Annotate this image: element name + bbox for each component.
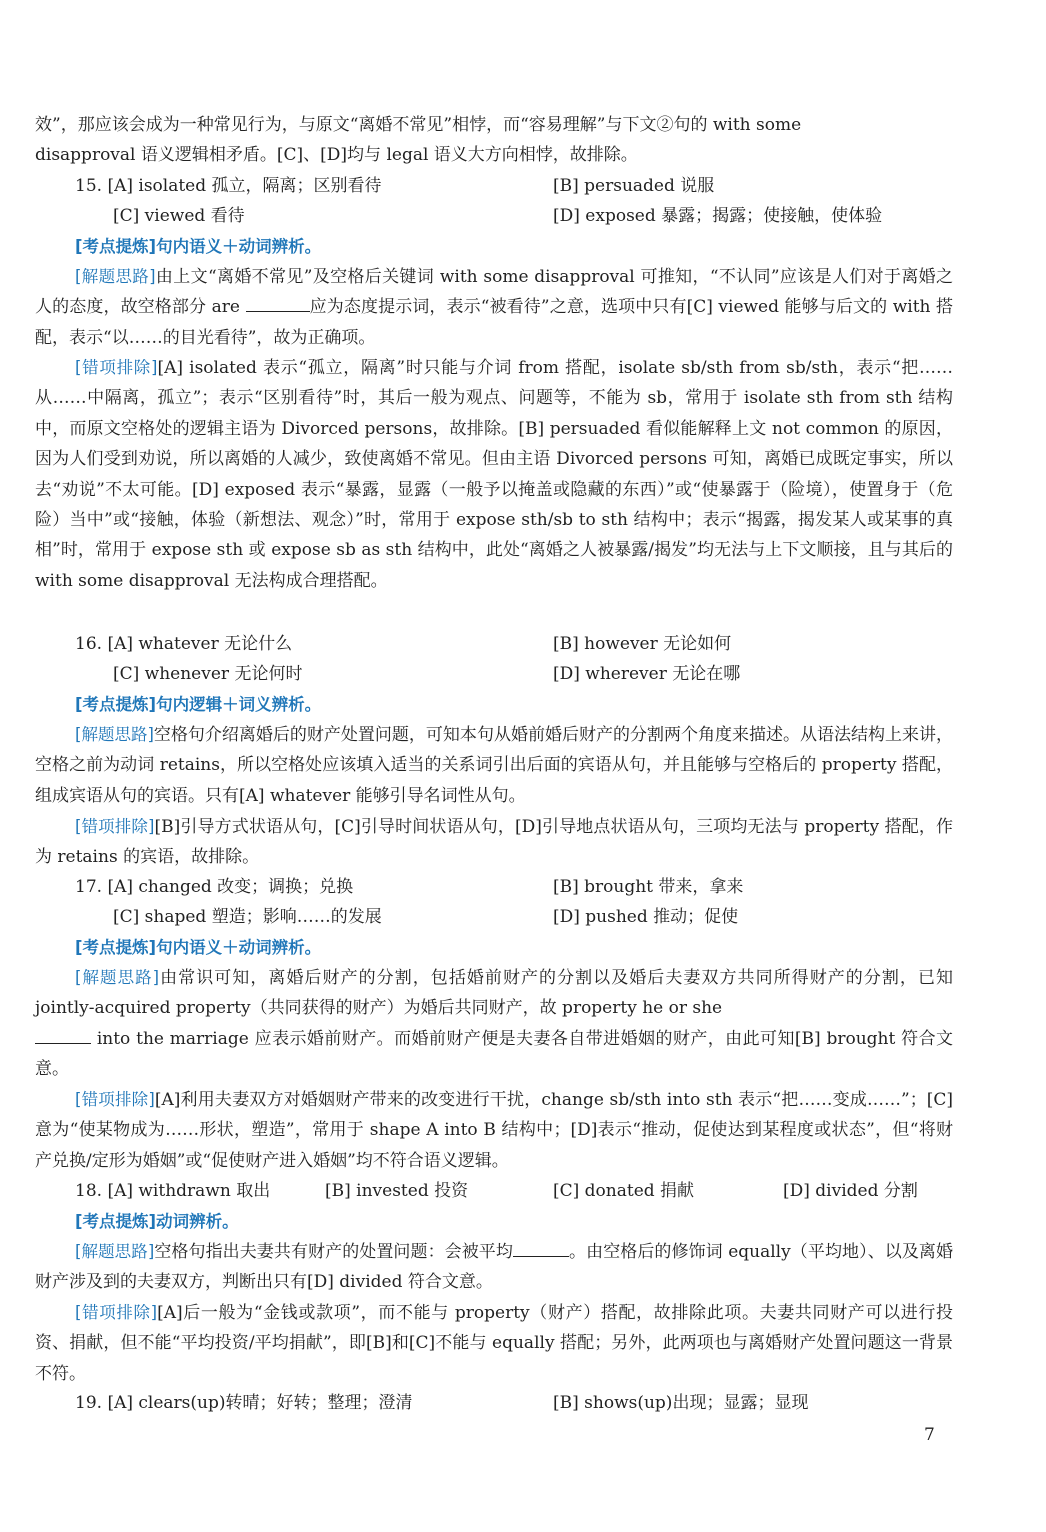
q17-option-c: [C] shaped 塑造；影响……的发展 xyxy=(113,907,382,927)
q19-option-a: 19. [A] clears(up)转晴；好转；整理；澄清 xyxy=(75,1393,413,1413)
q17-key-point: [考点提炼]句内语义＋动词辨析。 xyxy=(75,938,322,957)
q18-solution: [解题思路]空格句指出夫妻共有财产的处置问题：会被平均 。由空格后的修饰词 equally（平均地）、以及离婚财产涉及到的夫妻双方，判断出只有[D] divided 符合文意。 xyxy=(35,1237,953,1298)
q15-wrong-options: [错项排除][A] isolated 表示“孤立，隔离”时只能与介词 from 搭配，isolate sb/sth from sb/sth，表示“把……从……中隔离，孤立”；表示“区别看待”时，其后一般为观点、问题等，不能为 sb，常用于 isolate sth from sth 结构中，而原文空格处的逻辑主语为 Divorced persons，故排除。[B] persuaded 看似能解释上文 not common 的原因，因为人们受到劝说，所以离婚的人减少，致使离婚不常见。但由主语 Divorced persons 可知，离婚已成既定事实，所以去“劝说”不太可能。[D] exposed 表示“暴露，显露（一般予以掩盖或隐藏的东西）”或“使暴露于（险境），使置身于（危险）当中”或“接触，体验（新想法、观念）”时，常用于 expose sth/sb to sth 结构中；表示“揭露，揭发某人或某事的真相”时，常用于 expose sth 或 expose sb as sth 结构中，此处“离婚之人被暴露/揭发”均无法与上下文顺接，且与其后的 with some disapproval 无法构成合理搭配。 xyxy=(35,358,953,591)
answer-blank xyxy=(35,1025,91,1044)
key-point-text: 句内语义＋动词辨析。 xyxy=(156,237,322,256)
q15-option-a: 15. [A] isolated 孤立，隔离；区别看待 xyxy=(75,176,382,196)
q15-solution: [解题思路]由上文“离婚不常见”及空格后关键词 with some disapproval 可推知，“不认同”应该是人们对于离婚之人的态度，故空格部分 are 应为态度提示词，表示“被看待”之意，选项中只有[C] viewed 能够与后文的 with 搭配，表示“以……的目光看待”，故为正确项。 xyxy=(35,267,954,348)
q18-option-d: [D] divided 分割 xyxy=(783,1181,918,1201)
q18-key-point: [考点提炼]动词辨析。 xyxy=(75,1212,239,1231)
q16-key-point: [考点提炼]句内逻辑＋词义辨析。 xyxy=(75,695,322,714)
q15-option-c: [C] viewed 看待 xyxy=(113,206,245,226)
q17-solution: [解题思路]由常识可知，离婚后财产的分割，包括婚前财产的分割以及婚后夫妻双方共同所得财产的分割，已知 jointly-acquired property（共同获得的财产）为婚后共同财产，故 property he or she into the marriage 应表示婚前财产。而婚前财产便是夫妻各自带进婚姻的财产，由此可知[B] brought 符合文意。 xyxy=(35,968,954,1080)
q18-option-b: [B] invested 投资 xyxy=(325,1181,469,1201)
q15-option-d: [D] exposed 暴露；揭露；使接触，使体验 xyxy=(553,206,883,226)
q17-wrong-options: [错项排除][A]利用夫妻双方对婚姻财产带来的改变进行干扰，change sb/sth into sth 表示“把……变成……”；[C]意为“使某物成为……形状，塑造”，常用于 shape A into B 结构中；[D]表示“推动，促使达到某程度或状态”，但“将财产兑换/定形为婚姻”或“促使财产进入婚姻”均不符合语义逻辑。 xyxy=(35,1090,954,1171)
solution-label: [解题思路] xyxy=(75,267,156,286)
q16-option-d: [D] wherever 无论在哪 xyxy=(553,664,741,684)
q18-option-a: 18. [A] withdrawn 取出 xyxy=(75,1181,271,1201)
q16-option-a: 16. [A] whatever 无论什么 xyxy=(75,634,293,654)
q18-wrong-options: [错项排除][A]后一般为“金钱或款项”，而不能与 property（财产）搭配，故排除此项。夫妻共同财产可以进行投资、捐献，但不能“平均投资/平均捐献”，即[B]和[C]不能与 equally 搭配；另外，此两项也与离婚财产处置问题这一背景不符。 xyxy=(35,1303,954,1384)
q17-option-a: 17. [A] changed 改变；调换；兑换 xyxy=(75,877,354,897)
answer-blank xyxy=(246,294,310,313)
intro-paragraph xyxy=(35,110,953,171)
intro-line-1: 效”，那应该会成为一种常见行为，与原文“离婚不常见”相悖，而“容易理解”与下文②句的 with some xyxy=(35,115,802,135)
q16-option-b: [B] however 无论如何 xyxy=(553,634,732,654)
wrong-option-label: [错项排除] xyxy=(75,358,158,377)
q16-solution: [解题思路]空格句介绍离婚后的财产处置问题，可知本句从婚前婚后财产的分割两个角度来描述。从语法结构上来讲，空格之前为动词 retains，所以空格处应该填入适当的关系词引出后面的宾语从句，并且能够与空格后的 property 搭配，组成宾语从句的宾语。只有[A] whatever 能够引导名词性从句。 xyxy=(35,725,954,806)
key-point-label: [考点提炼] xyxy=(75,237,157,256)
q16-wrong-options: [错项排除][B]引导方式状语从句，[C]引导时间状语从句，[D]引导地点状语从句，三项均无法与 property 搭配，作为 retains 的宾语，故排除。 xyxy=(35,817,954,868)
q17-option-d: [D] pushed 推动；促使 xyxy=(553,907,739,927)
q15-key-point xyxy=(75,232,321,262)
q16-option-c: [C] whenever 无论何时 xyxy=(113,664,303,684)
answer-blank xyxy=(513,1238,569,1257)
q17-option-b: [B] brought 带来，拿来 xyxy=(553,877,744,897)
q19-option-b: [B] shows(up)出现；显露；显现 xyxy=(553,1393,809,1413)
q15-option-b: [B] persuaded 说服 xyxy=(553,176,715,196)
page-number: 7 xyxy=(924,1425,935,1445)
intro-line-2: disapproval 语义逻辑相矛盾。[C]、[D]均与 legal 语义大方向相悖，故排除。 xyxy=(35,145,638,166)
q18-option-c: [C] donated 捐献 xyxy=(553,1181,695,1201)
